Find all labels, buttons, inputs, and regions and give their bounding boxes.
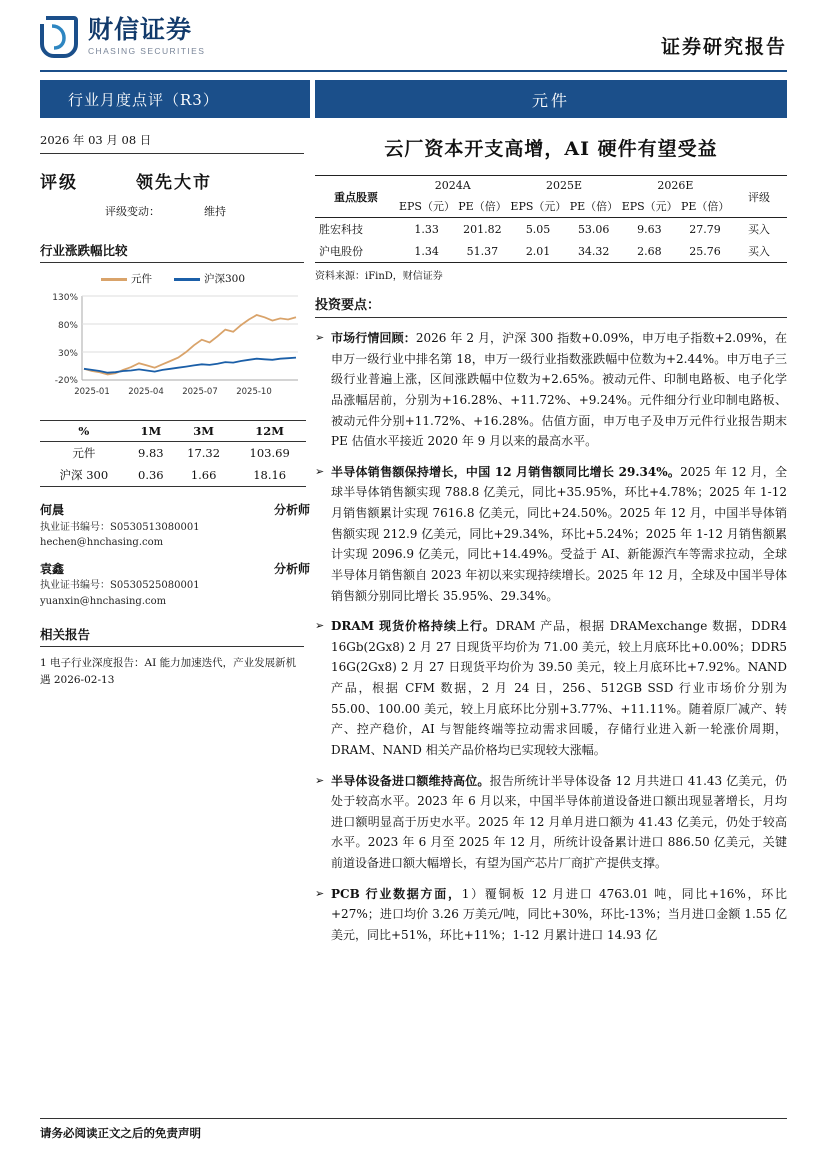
legend-label-1: 沪深300 (203, 273, 246, 285)
stk-row0-c4: 9.63 (637, 222, 662, 236)
analyst-0-email[interactable]: hechen@hnchasing.com (40, 537, 164, 549)
legend-label-0: 元件 (130, 273, 152, 285)
analyst-0-role: 分析师 (273, 503, 310, 517)
investment-point-1 (315, 462, 787, 606)
point-3-lead: 半导体设备进口额维持高位。 (331, 773, 490, 788)
stk-corner-label: 重点股票 (334, 190, 378, 204)
point-1-text: 2025 年 12 月，全球半导体销售额实现 788.8 亿美元，同比+35.95%，环比+4.78%；2025 年 1-12 月销售额累计实现 7616.8 亿美元，同比+24.50%。2025 年 12 月，中国半导体销售额实现 212.9 亿美元，同比+29.34%，环比+5.24%；2025 年 1-12 月销售额累计实现 2096.9 亿美元，同比+14.49%。受益于 AI、新能源汽车等需求拉动，全球半导体月销售额自 2023 年初以来实现持续增长。2025 年 12 月，全球及中国半导体销售额分别同比增长 35.95%、29.34%。 (331, 464, 787, 603)
related-report-item[interactable]: 1 电子行业深度报告：AI 能力加速迭代，产业发展新机遇 2026-02-13 (40, 657, 297, 686)
bullet-arrow-icon: ➢ (315, 331, 325, 344)
logo-mark (40, 14, 80, 58)
stk-sub-5: PE（倍） (680, 200, 730, 213)
perf-row0-1m: 9.83 (138, 446, 164, 460)
perf-row0-name: 元件 (72, 446, 96, 460)
analyst-list (40, 501, 310, 609)
left-column (40, 132, 310, 689)
rating-row (40, 168, 310, 193)
stk-year-2024: 2024A (434, 179, 471, 192)
analyst-1-name: 袁鑫 (40, 561, 65, 576)
chart-legend (40, 271, 306, 286)
point-1-lead: 半导体销售额保持增长，中国 12 月销售额同比增长 29.34%。 (331, 464, 681, 479)
table-row (40, 464, 306, 487)
point-3-text: 报告所统计半导体设备 12 月共进口 41.43 亿美元，仍处于较高水平。2023 年 6 月以来，中国半导体前道设备进口额出现显著增长，月均进口额明显高于历史水平。2025 年 12 月单月进口额为 41.43 亿美元，仍处于较高水平。2023 年 6 月至 2025 年 12 月，所统计设备累计进口 886.50 亿美元，关键前道设备进口额大幅增长，有望为国产芯片厂商扩产提供支撑。 (331, 773, 787, 870)
stk-row0-c3: 53.06 (577, 222, 610, 236)
investment-points-title: 投资要点： (315, 294, 787, 318)
bullet-arrow-icon: ➢ (315, 619, 325, 633)
analyst-0-name: 何晨 (40, 503, 65, 517)
analyst-1-email[interactable]: yuanxin@hnchasing.com (40, 595, 167, 607)
stk-sub-3: PE（倍） (569, 200, 619, 213)
legend-item-0 (101, 271, 152, 286)
stk-sub-4: EPS（元） (621, 200, 678, 213)
rating-label: 评级 (40, 173, 78, 193)
perf-row1-name: 沪深 300 (59, 468, 109, 482)
stk-row1-c0: 1.34 (414, 244, 439, 258)
legend-item-1 (174, 271, 245, 286)
stk-row0-c1: 201.82 (463, 222, 502, 236)
table-header-row (315, 176, 787, 196)
perf-col-1: 1M (140, 424, 162, 438)
chart-xtick-3: 2025-10 (236, 387, 272, 397)
perf-row1-12m: 18.16 (253, 468, 287, 482)
analyst-1-cert: 执业证书编号：S0530525080001 (40, 580, 200, 592)
point-4-lead: PCB 行业数据方面， (331, 886, 462, 901)
perf-col-0: % (78, 424, 90, 438)
table-row (315, 218, 787, 241)
analyst-block-1 (40, 560, 310, 610)
performance-table (40, 420, 306, 487)
point-4-text: 1）覆铜板 12 月进口 4763.01 吨，同比+16%，环比+27%；进口均价 3.26 万美元/吨，同比+30%，环比-13%；当月进口金额 1.55 亿美元，同比+51%，环比+11%；1-12 月累计进口 14.93 亿 (331, 886, 787, 942)
bullet-arrow-icon: ➢ (315, 886, 325, 900)
performance-section-title: 行业涨跌幅比较 (40, 241, 304, 263)
stk-row0-name: 胜宏科技 (319, 223, 363, 236)
stk-sub-0: EPS（元） (399, 200, 455, 213)
rating-value: 领先大市 (136, 173, 212, 193)
stk-row1-c5: 25.76 (689, 244, 721, 258)
stk-row0-c0: 1.33 (414, 222, 439, 236)
page-footer: 请务必阅读正文之后的免责声明 (40, 1118, 787, 1141)
stk-row1-name: 沪电股份 (319, 245, 363, 258)
stk-year-2026: 2026E (657, 179, 694, 192)
perf-row0-12m: 103.69 (249, 446, 290, 460)
stk-row0-rating: 买入 (748, 223, 770, 236)
chart-series-hs300 (84, 358, 296, 373)
stk-row1-c3: 34.32 (577, 244, 610, 258)
perf-col-3: 12M (255, 424, 285, 438)
stk-row1-c2: 2.01 (525, 244, 551, 258)
stk-row0-c2: 5.05 (525, 222, 551, 236)
stk-sub-2: EPS（元） (510, 200, 567, 213)
chart-ytick--20: -20% (54, 376, 78, 386)
related-reports-title: 相关报告 (40, 625, 304, 647)
investment-point-3 (315, 771, 787, 874)
logo-text-en: CHASING SECURITIES (88, 45, 206, 56)
chart-ytick-30: 30% (57, 349, 78, 359)
point-0-text: 2026 年 2 月，沪深 300 指数+0.09%，申万电子指数+2.09%，在申万一级行业中排名第 18，申万一级行业指数涨跌幅中位数为+2.44%。申万电子三级行业普遍上涨，区间涨跌幅中位数为+2.65%。被动元件、印制电路板、电子化学品涨幅居前，分别为+16.28%、+11.72%、+9.24%。元件细分行业印制电路板、被动元件分别+11.72%、+16.28%。估值方面，申万电子及申万元件行业报告期末 PE 估值水平接近 2020 年 9 月以来的最高水平。 (331, 331, 787, 449)
table-header-row (40, 421, 306, 442)
rating-change-label: 评级变动： (105, 205, 160, 218)
stk-sub-1: PE（倍） (458, 200, 507, 213)
right-column (315, 128, 787, 946)
industry-bar: 元件 (315, 80, 787, 118)
analyst-1-role: 分析师 (273, 561, 310, 576)
performance-chart (40, 271, 306, 410)
point-0-lead: 市场行情回顾： (331, 331, 416, 345)
stk-year-2025: 2025E (546, 179, 583, 192)
point-2-lead: DRAM 现货价格持续上行。 (331, 619, 496, 634)
point-2-text: DRAM 产品，根据 DRAMexchange 数据，DDR4 16Gb(2Gx8) 2 月 27 日现货平均价为 71.00 美元，较上月底环比+0.00%；DDR5 16G(2Gx8) 2 月 27 日现货平均价为 39.50 美元，较上月底环比+7.92%。NAND 产品，根据 CFM 数据，2 月 24 日，256、512GB SSD 行业市场价分别为 55.00、100.00 美元，较上月底环比分别+3.77%、+11.11%。随着原厂减产、转产、控产稳价，AI 与智能终端等拉动需求回暖，存储行业进入新一轮涨价周期，DRAM、NAND 相关产品价格均已实现较大涨幅。 (331, 619, 787, 757)
perf-row1-1m: 0.36 (138, 468, 164, 482)
company-logo (40, 14, 205, 58)
report-date: 2026 年 03 月 08 日 (40, 132, 304, 154)
rating-change-row (40, 203, 310, 219)
stk-row0-c5: 27.79 (689, 222, 721, 236)
table-row (40, 442, 306, 465)
key-stocks-table (315, 175, 787, 263)
stk-row1-c1: 51.37 (466, 244, 499, 258)
report-type-title: 证券研究报告 (660, 36, 787, 58)
logo-text-cn: 财信证券 (88, 14, 193, 44)
investment-point-0 (315, 328, 787, 452)
rating-change-value: 维持 (204, 205, 226, 218)
chart-xtick-0: 2025-01 (74, 387, 110, 397)
investment-point-2 (315, 616, 787, 760)
stk-row1-c4: 2.68 (637, 244, 662, 258)
stk-rating-col: 评级 (748, 190, 770, 204)
chart-xtick-1: 2025-04 (128, 387, 164, 397)
analyst-block-0 (40, 501, 310, 551)
report-category-bar: 行业月度点评（R3） (40, 80, 310, 118)
page-title: 云厂资本开支高增，AI 硬件有望受益 (384, 138, 718, 160)
perf-row0-3m: 17.32 (187, 446, 221, 460)
bullet-arrow-icon: ➢ (315, 773, 325, 787)
bullet-arrow-icon: ➢ (315, 464, 325, 478)
stk-row1-rating: 买入 (748, 245, 770, 258)
table-source: 资料来源：iFinD，财信证券 (315, 271, 443, 282)
chart-xtick-2: 2025-07 (182, 387, 218, 397)
investment-point-4 (315, 884, 787, 946)
header-divider (40, 70, 787, 72)
chart-ytick-130: 130% (52, 293, 78, 303)
perf-row1-3m: 1.66 (190, 468, 217, 482)
chart-svg (40, 288, 306, 406)
table-row (315, 240, 787, 263)
analyst-0-cert: 执业证书编号：S0530513080001 (40, 521, 200, 533)
perf-col-2: 3M (193, 424, 214, 438)
chart-ytick-80: 80% (57, 321, 78, 331)
page-header (0, 0, 827, 72)
